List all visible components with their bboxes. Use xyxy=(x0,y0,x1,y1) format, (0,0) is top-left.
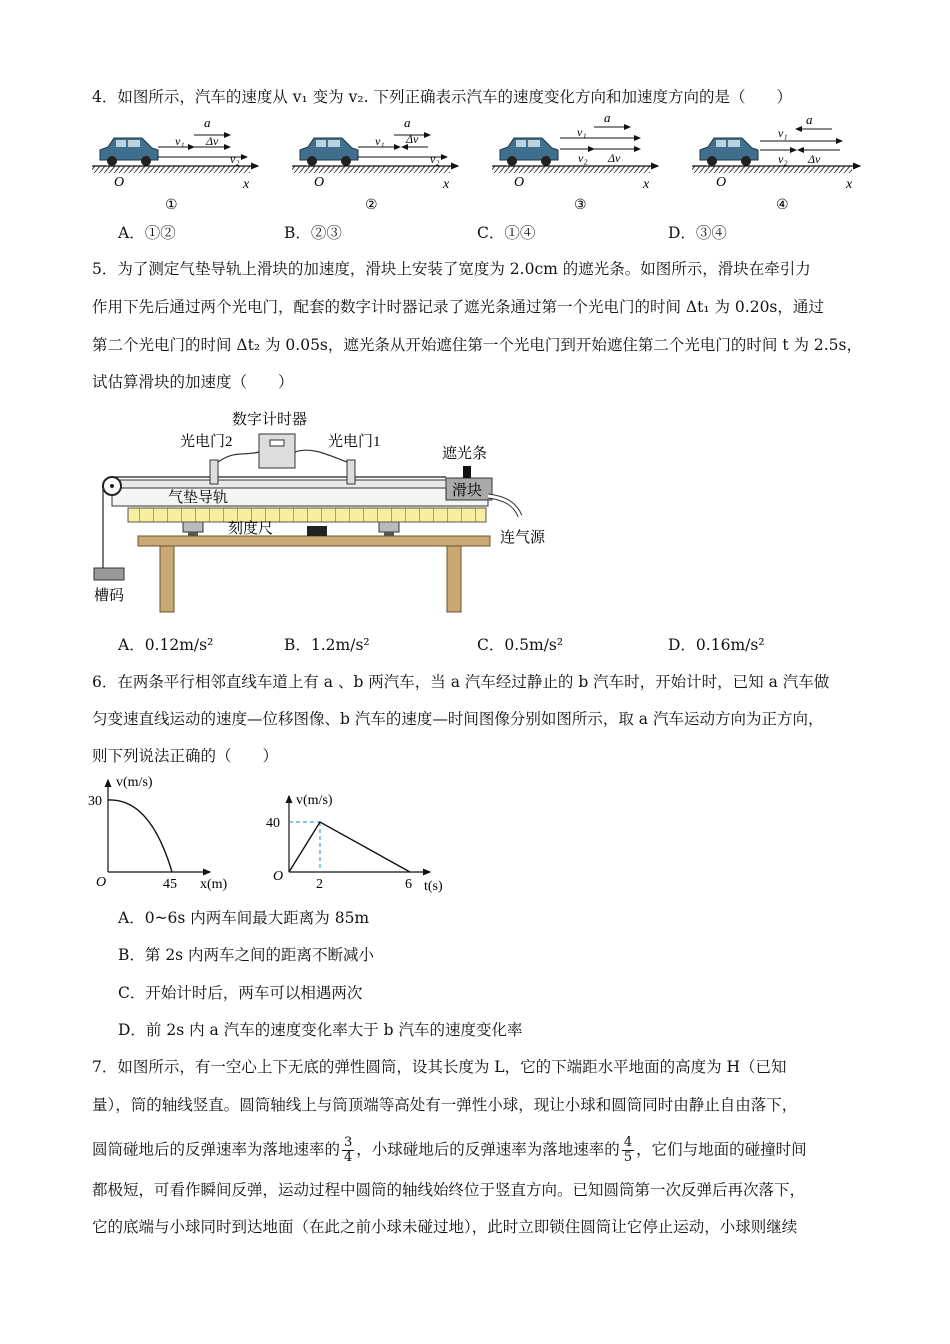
q6-option-c[interactable]: C．开始计时后，两车可以相遇两次 xyxy=(118,984,363,1002)
q4-stem: 4．如图所示，汽车的速度从 v₁ 变为 v₂. 下列正确表示汽车的速度变化方向和加速度方向的是（ ） xyxy=(92,88,792,106)
q4-v1-label-4: v₁ xyxy=(778,126,788,140)
q5-ruler-label: 刻度尺 xyxy=(228,521,274,537)
q5-track-label: 气垫导轨 xyxy=(168,490,229,506)
q4-caption-4: ④ xyxy=(776,198,789,213)
q4-v2-label-1: v₂ xyxy=(230,152,240,166)
q5-stem-line-1: 5．为了测定气垫导轨上滑块的加速度，滑块上安装了宽度为 2.0cm 的遮光条。如图所示，滑块在牵引力 xyxy=(92,260,811,278)
q4-dv-label-3: Δv xyxy=(608,151,621,165)
q7-frac2-num: 4 xyxy=(623,1135,633,1150)
q6-graph-1 xyxy=(88,775,228,892)
q7-frac1-num: 3 xyxy=(344,1135,353,1150)
q5-shade-label: 遮光条 xyxy=(442,446,488,462)
q4-a-label-1: a xyxy=(204,115,211,130)
q6-graphs xyxy=(0,772,950,902)
q6-graph-2-origin: O xyxy=(273,869,284,884)
q4-a-label-2: a xyxy=(404,115,411,130)
q5-stem-line-2: 作用下先后通过两个光电门，配套的数字计时器记录了遮光条通过第一个光电门的时间 Δt₁ 为 0.20s，通过 xyxy=(92,298,824,316)
q4-a-label-4: a xyxy=(806,112,813,127)
q5-gate1-label: 光电门1 xyxy=(328,434,381,450)
q4-axis-x-3: x xyxy=(643,177,650,192)
q4-panel-3 xyxy=(492,112,658,213)
q6-graph-1-ylabel: v(m/s) xyxy=(116,775,153,790)
q4-v1-label-1: v₁ xyxy=(175,134,185,148)
q6-option-b[interactable]: B．第 2s 内两车之间的距离不断减小 xyxy=(118,946,375,964)
q4-v2-label-2: v₂ xyxy=(430,152,440,166)
q5-option-c[interactable]: C．0.5m/s² xyxy=(477,636,564,654)
q6-option-d[interactable]: D．前 2s 内 a 汽车的速度变化率大于 b 汽车的速度变化率 xyxy=(118,1021,523,1039)
q5-apparatus-diagram xyxy=(0,400,950,620)
q7-frac2-den: 5 xyxy=(623,1150,633,1165)
q5-slider-label: 滑块 xyxy=(452,483,483,499)
q4-v1-label-3: v₁ xyxy=(577,125,587,139)
q7-line3-part1: 圆筒碰地后的反弹速率为落地速率的 xyxy=(92,1140,341,1159)
q6-graph-1-xlabel: x(m) xyxy=(200,877,228,892)
q5-option-b[interactable]: B．1.2m/s² xyxy=(284,636,370,654)
q5-stem-line-3: 第二个光电门的时间 Δt₂ 为 0.05s，遮光条从开始遮住第一个光电门到开始遮住第二个光电门的时间 t 为 2.5s， xyxy=(92,336,863,354)
q4-caption-3: ③ xyxy=(574,198,587,213)
q4-v2-label-4: v₂ xyxy=(778,152,788,166)
q5-weight-label: 槽码 xyxy=(94,588,125,604)
q4-v2-label-3: v₂ xyxy=(578,151,588,165)
q5-gate2-label: 光电门2 xyxy=(180,434,233,450)
q4-axis-x-1: x xyxy=(243,177,250,192)
q4-axis-x-4: x xyxy=(846,177,853,192)
q7-fraction-4-5 xyxy=(622,1136,634,1165)
q7-stem-line-5: 它的底端与小球同时到达地面（在此之前小球未碰过地），此时立即锁住圆筒让它停止运动，小球则继续 xyxy=(92,1218,798,1236)
q4-axis-x-2: x xyxy=(443,177,450,192)
q4-caption-1: ① xyxy=(165,198,178,213)
q6-graph-1-origin: O xyxy=(96,875,107,890)
q4-dv-label-2: Δv xyxy=(406,132,419,146)
q4-option-c[interactable]: C．①④ xyxy=(477,224,536,242)
q6-graph-2-ylabel: v(m/s) xyxy=(296,793,333,808)
q6-graph-2-xtick-2: 2 xyxy=(316,877,323,892)
q4-dv-label-4: Δv xyxy=(808,152,821,166)
q4-origin-3: O xyxy=(514,175,525,190)
q4-option-a[interactable]: A．①② xyxy=(118,224,176,242)
q6-graph-1-curve xyxy=(108,800,172,872)
q7-stem-line-3 xyxy=(92,1136,807,1165)
q7-stem-line-4: 都极短，可看作瞬间反弹，运动过程中圆筒的轴线始终位于竖直方向。已知圆筒第一次反弹后再次落下， xyxy=(92,1181,806,1199)
q7-line3-part3: ，它们与地面的碰撞时间 xyxy=(636,1140,807,1159)
q6-graph-1-ytick: 30 xyxy=(88,794,102,809)
q4-origin-4: O xyxy=(716,175,727,190)
q4-caption-2: ② xyxy=(365,198,378,213)
q6-stem-line-2: 匀变速直线运动的速度—位移图像、b 汽车的速度—时间图像分别如图所示，取 a 汽车运动方向为正方向， xyxy=(92,710,824,728)
q6-graph-2-xtick-6: 6 xyxy=(405,877,412,892)
q4-dv-label-1: Δv xyxy=(206,134,219,148)
q4-v1-label-2: v₁ xyxy=(375,134,385,148)
q4-panel-2 xyxy=(292,115,458,213)
q6-graph-1-xtick: 45 xyxy=(163,877,177,892)
q5-timer-label: 数字计时器 xyxy=(232,412,308,428)
q4-diagrams xyxy=(0,112,950,222)
q7-fraction-3-4 xyxy=(342,1136,354,1165)
q6-option-a[interactable]: A．0~6s 内两车间最大距离为 85m xyxy=(118,909,370,927)
q6-stem-line-1: 6．在两条平行相邻直线车道上有 a 、b 两汽车，当 a 汽车经过静止的 b 汽车时，开始计时，已知 a 汽车做 xyxy=(92,673,830,691)
q6-stem-line-3: 则下列说法正确的（ ） xyxy=(92,747,279,765)
q5-stem-line-4: 试估算滑块的加速度（ ） xyxy=(92,373,294,391)
q4-a-label-3: a xyxy=(604,112,611,125)
q6-graph-2-xlabel: t(s) xyxy=(424,879,443,894)
q6-graph-2 xyxy=(266,793,443,894)
q4-option-b[interactable]: B．②③ xyxy=(284,224,342,242)
q6-graph-2-line xyxy=(289,822,410,872)
q4-origin-1: O xyxy=(114,175,125,190)
q4-panel-4 xyxy=(692,112,860,213)
q4-option-d[interactable]: D．③④ xyxy=(668,224,727,242)
q7-frac1-den: 4 xyxy=(344,1150,353,1165)
q5-option-a[interactable]: A．0.12m/s² xyxy=(118,636,214,654)
q7-stem-line-2: 量），筒的轴线竖直。圆筒轴线上与筒顶端等高处有一弹性小球，现让小球和圆筒同时由静止自由落下， xyxy=(92,1096,798,1114)
q6-graph-2-ytick: 40 xyxy=(266,816,280,831)
q7-stem-line-1: 7．如图所示，有一空心上下无底的弹性圆筒，设其长度为 L，它的下端距水平地面的高度为 H（已知 xyxy=(92,1058,787,1076)
q5-option-d[interactable]: D．0.16m/s² xyxy=(668,636,765,654)
q4-panel-1 xyxy=(92,115,258,213)
q5-air-label: 连气源 xyxy=(500,530,546,546)
q4-origin-2: O xyxy=(314,175,325,190)
q7-line3-part2: ，小球碰地后的反弹速率为落地速率的 xyxy=(356,1140,620,1159)
